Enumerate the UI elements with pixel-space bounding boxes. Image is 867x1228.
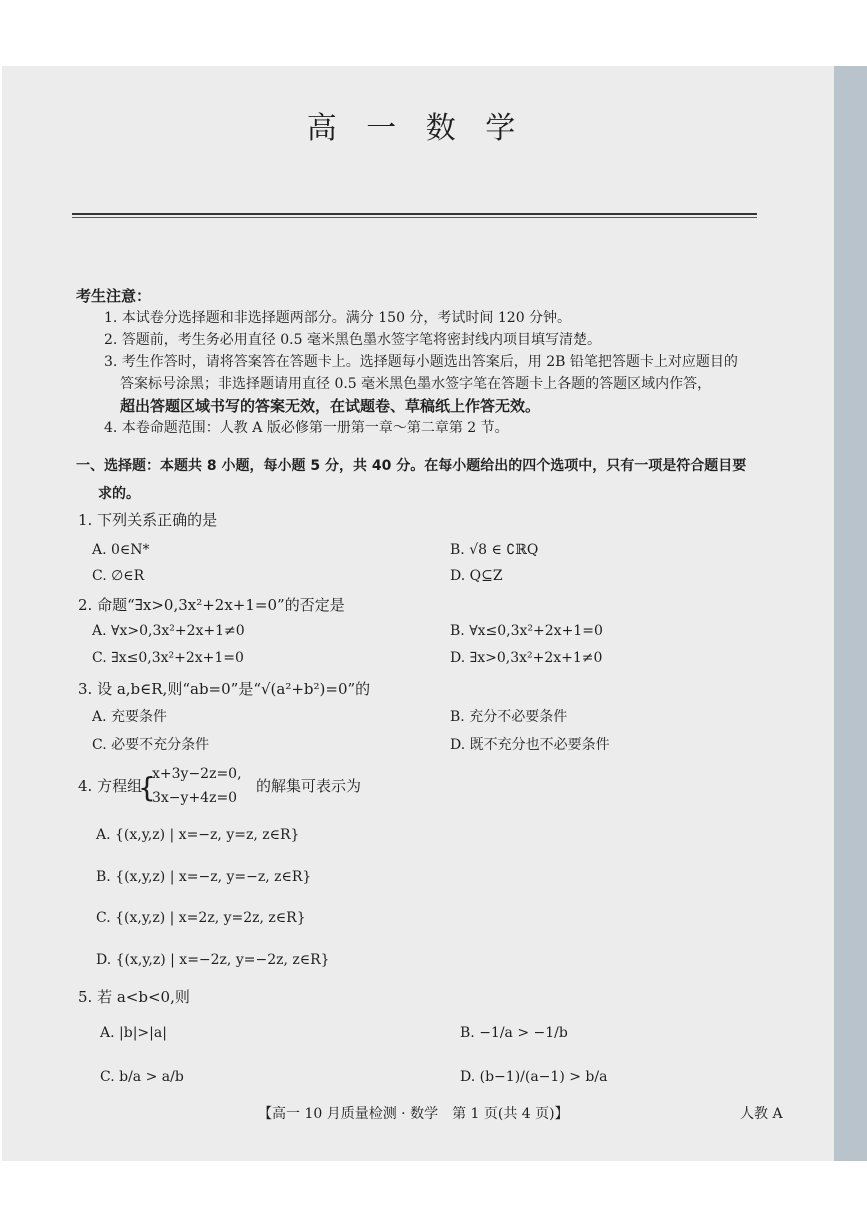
- question-stem-suffix: 的解集可表示为: [256, 777, 362, 795]
- option-d: D. 既不充分也不必要条件: [450, 737, 610, 753]
- question-stem: 1. 下列关系正确的是: [78, 511, 218, 529]
- option-b: B. 充分不必要条件: [450, 709, 568, 725]
- option-c: C. 必要不充分条件: [92, 737, 210, 753]
- option-c: C. ∃x≤0,3x²+2x+1=0: [92, 650, 244, 666]
- brace-icon: {: [138, 771, 156, 804]
- divider: [72, 217, 757, 218]
- notice-item: 答案标号涂黑；非选择题请用直径 0.5 毫米黑色墨水签字笔在答题卡上各题的答题区域内作答，: [120, 376, 712, 392]
- option-b: B. ∀x≤0,3x²+2x+1=0: [450, 623, 603, 639]
- option-c: C. {(x,y,z) | x=2z, y=2z, z∈R}: [96, 910, 306, 926]
- edition-label: 人教 A: [740, 1106, 783, 1122]
- notice-item: 1. 本试卷分选择题和非选择题两部分。满分 150 分，考试时间 120 分钟。: [104, 310, 572, 326]
- option-d: D. (b−1)/(a−1) > b/a: [460, 1069, 608, 1085]
- option-a: A. 充要条件: [92, 709, 168, 725]
- question-stem: 5. 若 a<b<0,则: [78, 988, 190, 1006]
- option-b: B. √8 ∈ ∁ℝQ: [450, 542, 539, 558]
- option-d: D. Q⊆Z: [450, 568, 503, 584]
- equation-1: x+3y−2z=0,: [152, 766, 242, 782]
- question-stem: 4. 方程组: [78, 777, 143, 795]
- option-c: C. ∅∈R: [92, 568, 145, 584]
- page-title: 高 一 数 学: [306, 111, 526, 146]
- option-b: B. {(x,y,z) | x=−z, y=−z, z∈R}: [96, 869, 312, 885]
- option-d: D. {(x,y,z) | x=−2z, y=−2z, z∈R}: [96, 952, 330, 968]
- question-stem: 3. 设 a,b∈R,则“ab=0”是“√(a²+b²)=0”的: [78, 680, 371, 698]
- option-b: B. −1/a > −1/b: [460, 1025, 568, 1041]
- option-a: A. ∀x>0,3x²+2x+1≠0: [92, 623, 245, 639]
- option-c: C. b/a > a/b: [100, 1069, 184, 1085]
- option-d: D. ∃x>0,3x²+2x+1≠0: [450, 650, 603, 666]
- question-stem: 2. 命题“∃x>0,3x²+2x+1=0”的否定是: [78, 596, 345, 614]
- option-a: A. {(x,y,z) | x=−z, y=z, z∈R}: [96, 827, 300, 843]
- notice-item-stamped: 超出答题区域书写的答案无效，在试题卷、草稿纸上作答无效。: [120, 397, 541, 415]
- divider: [72, 213, 757, 215]
- section-heading-cont: 求的。: [98, 486, 140, 502]
- notice-item: 3. 考生作答时，请将答案答在答题卡上。选择题每小题选出答案后，用 2B 铅笔把答题卡上对应题目的: [104, 354, 738, 370]
- notice-item: 2. 答题前，考生务必用直径 0.5 毫米黑色墨水签字笔将密封线内项目填写清楚。: [104, 332, 601, 348]
- background-edge: [834, 66, 867, 1161]
- notice-item: 4. 本卷命题范围：人教 A 版必修第一册第一章～第二章第 2 节。: [104, 420, 509, 436]
- option-a: A. |b|>|a|: [100, 1025, 167, 1041]
- page-footer: 【高一 10 月质量检测 · 数学 第 1 页(共 4 页)】: [258, 1106, 569, 1122]
- option-a: A. 0∈N*: [92, 542, 150, 558]
- equation-2: 3x−y+4z=0: [152, 790, 238, 806]
- notice-heading: 考生注意：: [76, 287, 152, 305]
- section-heading: 一、选择题：本题共 8 小题，每小题 5 分，共 40 分。在每小题给出的四个选项中，只有一项是符合题目要: [76, 458, 747, 474]
